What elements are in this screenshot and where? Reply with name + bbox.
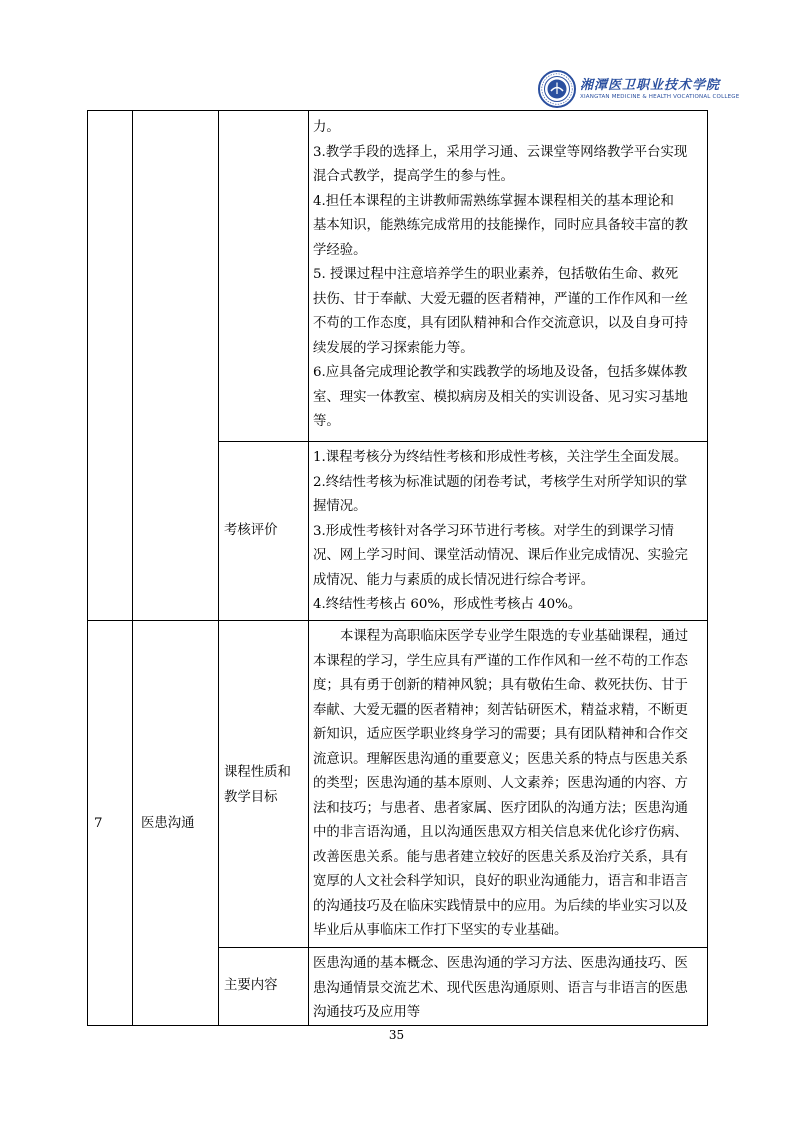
row-divider bbox=[87, 620, 708, 621]
text-line: 法和技巧；与患者、患者家属、医疗团队的沟通方法；医患沟通 bbox=[313, 800, 688, 816]
label-line: 教学目标 bbox=[224, 789, 278, 805]
text-line: 的沟通技巧及在临床实践情景中的应用。为后续的毕业实习以及 bbox=[313, 898, 688, 914]
text-line: 4.终结性考核占 60%，形成性考核占 40%。 bbox=[313, 597, 582, 612]
college-name-en: XIANGTAN MEDICINE & HEALTH VOCATIONAL COLLEGE bbox=[580, 94, 740, 100]
assessment-text bbox=[313, 446, 705, 618]
nature-and-objectives-text bbox=[313, 625, 705, 944]
text-line: 度；具有勇于创新的精神风貌；具有敬佑生命、救死扶伤、甘于 bbox=[313, 678, 688, 693]
text-line: 流意识。理解医患沟通的重要意义；医患关系的特点与医患关系 bbox=[313, 751, 688, 767]
row-divider bbox=[218, 441, 708, 442]
text-line: 本课程的学习，学生应具有严谨的工作作风和一丝不苟的工作态 bbox=[313, 653, 688, 669]
text-line: 5. 授课过程中注意培养学生的职业素养，包括敬佑生命、救死 bbox=[313, 267, 679, 282]
text-line: 学经验。 bbox=[313, 242, 367, 258]
table-top-border bbox=[87, 110, 708, 111]
text-line: 握情况。 bbox=[313, 499, 367, 514]
main-content-text bbox=[313, 952, 705, 1026]
text-line: 患沟通情景交流艺术、现代医患沟通原则、语言与非语言的医患 bbox=[313, 980, 688, 996]
assessment-label: 考核评价 bbox=[224, 523, 278, 538]
text-line: 2.终结性考核为标准试题的闭卷考试，考核学生对所学知识的掌 bbox=[313, 474, 688, 490]
text-line: 基本知识，能熟练完成常用的技能操作，同时应具备较丰富的教 bbox=[313, 218, 688, 233]
text-line: 本课程为高职临床医学专业学生限选的专业基础课程，通过 bbox=[340, 629, 689, 644]
page-number: 35 bbox=[388, 1028, 405, 1042]
text-line: 宽厚的人文社会科学知识，良好的职业沟通能力，语言和非语言 bbox=[313, 874, 688, 889]
teaching-requirements-text bbox=[313, 116, 705, 435]
text-line: 奉献、大爱无疆的医者精神；刻苦钻研医术，精益求精，不断更 bbox=[313, 702, 688, 718]
college-seal-icon bbox=[538, 70, 576, 108]
text-line: 的类型；医患沟通的基本原则、人文素养；医患沟通的内容、方 bbox=[313, 776, 688, 791]
text-line: 混合式教学，提高学生的参与性。 bbox=[313, 169, 514, 184]
text-line: 不苟的工作态度，具有团队精神和合作交流意识，以及自身可持 bbox=[313, 316, 688, 331]
text-line: 续发展的学习探索能力等。 bbox=[313, 340, 474, 356]
text-line: 等。 bbox=[313, 414, 340, 429]
text-line: 3.形成性考核针对各学习环节进行考核。对学生的到课学习情 bbox=[313, 523, 674, 539]
table-left-border bbox=[87, 110, 88, 1026]
text-line: 4.担任本课程的主讲教师需熟练掌握本课程相关的基本理论和 bbox=[313, 193, 674, 209]
label-line: 课程性质和 bbox=[224, 765, 291, 780]
row-number: 7 bbox=[94, 816, 103, 831]
text-line: 成情况、能力与素质的成长情况进行综合考评。 bbox=[313, 572, 595, 588]
text-line: 扶伤、甘于奉献、大爱无疆的医者精神，严谨的工作作风和一丝 bbox=[313, 291, 688, 307]
course-name: 医患沟通 bbox=[141, 816, 195, 831]
text-line: 中的非言语沟通，且以沟通医患双方相关信息来优化诊疗伤病、 bbox=[313, 825, 688, 840]
main-content-label: 主要内容 bbox=[224, 978, 278, 993]
text-line: 改善医患关系。能与患者建立较好的医患关系及治疗关系，具有 bbox=[313, 849, 688, 865]
college-logo bbox=[538, 66, 758, 110]
text-line: 1.课程考核分为终结性考核和形成性考核，关注学生全面发展。 bbox=[313, 450, 688, 465]
college-name-cn: 湘潭医卫职业技术学院 bbox=[580, 78, 721, 93]
text-line: 沟通技巧及应用等 bbox=[313, 1005, 421, 1020]
text-line: 况、网上学习时间、课堂活动情况、课后作业完成情况、实验完 bbox=[313, 548, 688, 563]
column-divider bbox=[308, 110, 309, 1026]
column-divider bbox=[218, 110, 219, 1026]
row-divider bbox=[218, 947, 708, 948]
text-line: 新知识，适应医学职业终身学习的需要；具有团队精神和合作交 bbox=[313, 727, 688, 742]
nature-label bbox=[224, 761, 291, 810]
text-line: 6.应具备完成理论教学和实践教学的场地及设备，包括多媒体教 bbox=[313, 365, 688, 380]
column-divider bbox=[132, 110, 133, 1026]
text-line: 毕业后从事临床工作打下坚实的专业基础。 bbox=[313, 923, 568, 938]
table-right-border bbox=[707, 110, 708, 1026]
text-line: 力。 bbox=[313, 120, 340, 135]
text-line: 3.教学手段的选择上，采用学习通、云课堂等网络教学平台实现 bbox=[313, 144, 688, 160]
text-line: 医患沟通的基本概念、医患沟通的学习方法、医患沟通技巧、医 bbox=[313, 956, 688, 971]
text-line: 室、理实一体教室、模拟病房及相关的实训设备、见习实习基地 bbox=[313, 389, 688, 405]
